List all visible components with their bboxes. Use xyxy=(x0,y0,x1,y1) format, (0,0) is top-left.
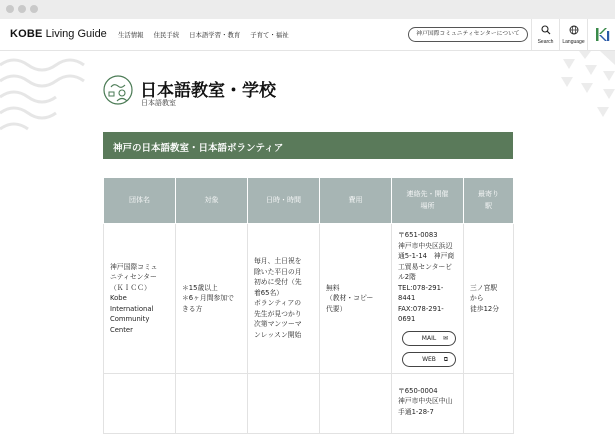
right-triangle-decoration xyxy=(505,51,615,131)
search-button[interactable] xyxy=(531,19,559,51)
web-button[interactable] xyxy=(402,352,456,367)
fee-cell xyxy=(320,373,392,433)
external-link-icon: ⧉ xyxy=(443,355,448,363)
language-label: Language xyxy=(562,39,585,45)
organization-name xyxy=(104,373,176,433)
section-title: 神戸の日本語教室・日本語ボランティア xyxy=(113,143,284,154)
organization-name: 神戸国際コミュ ニティセンター （ＫＩＣＣ） Kobe International Community Center xyxy=(104,224,176,374)
mail-label: MAIL xyxy=(421,334,437,342)
column-header-fee: 費用 xyxy=(320,178,392,224)
nav-item-childcare-welfare[interactable]: 子育て・福祉 xyxy=(250,31,289,39)
left-wave-decoration xyxy=(0,51,110,141)
about-kicc-link[interactable]: 神戸国際コミュニティセンターについて xyxy=(408,27,528,42)
mail-icon: ✉ xyxy=(442,334,448,342)
column-header-station: 最寄り 駅 xyxy=(464,178,514,224)
nav-item-procedures[interactable]: 住民手続 xyxy=(153,31,180,39)
mail-button[interactable] xyxy=(402,331,456,346)
globe-icon xyxy=(569,25,579,35)
column-header-schedule: 日時・時間 xyxy=(248,178,320,224)
nav-item-life-info[interactable]: 生活情報 xyxy=(118,31,144,39)
page-subtitle: 日本語教室 xyxy=(141,99,176,107)
search-icon xyxy=(541,25,551,35)
kobe-brand-logo[interactable] xyxy=(587,19,615,51)
japanese-class-icon xyxy=(103,75,133,105)
table-header-row xyxy=(104,178,514,224)
site-header xyxy=(0,19,615,51)
window-minimize-dot[interactable] xyxy=(18,5,26,13)
web-label: WEB xyxy=(422,355,436,363)
window-close-dot[interactable] xyxy=(6,5,14,13)
schedule-cell: 毎月、土日祝を 除いた平日の月 初めに受付（先 着65名） ボランティアの 先生が見つかり 次第マンツーマ ンレッスン開始 xyxy=(248,224,320,374)
site-logo[interactable]: KOBE Living Guide xyxy=(10,28,107,40)
target-cell: ＊15歳以上 ＊6ヶ月間参加で きる方 xyxy=(176,224,248,374)
kobe-logo-icon xyxy=(588,19,615,51)
main-nav xyxy=(118,30,289,39)
column-header-organization: 団体名 xyxy=(104,178,176,224)
contact-cell: 〒650-0004 神戸市中央区中山 手通1-28-7 xyxy=(392,373,464,433)
section-header xyxy=(103,132,513,159)
page xyxy=(0,19,615,435)
station-cell: 三ノ宮駅 から 徒歩12分 xyxy=(464,224,514,374)
contact-address: 〒651-0083 神戸市中央区浜辺 通5-1-14 神戸商 工貿易センタービ ル2階 TEL:078-291- 8441 FAX:078-291- 0691 xyxy=(398,231,455,324)
target-cell xyxy=(176,373,248,433)
window-maximize-dot[interactable] xyxy=(30,5,38,13)
fee-cell: 無料 （教材・コピー 代要） xyxy=(320,224,392,374)
language-button[interactable] xyxy=(559,19,587,51)
contact-cell xyxy=(392,224,464,374)
page-title: 日本語教室・学校 xyxy=(140,81,276,101)
table-row xyxy=(104,373,514,433)
schedule-cell xyxy=(248,373,320,433)
nav-item-japanese-learning[interactable]: 日本語学習・教育 xyxy=(189,31,241,39)
browser-chrome xyxy=(0,0,615,19)
search-label: Search xyxy=(537,39,554,45)
station-cell xyxy=(464,373,514,433)
japanese-class-table xyxy=(103,177,514,434)
table-row xyxy=(104,224,514,374)
column-header-contact: 連絡先・開催 場所 xyxy=(392,178,464,224)
column-header-target: 対象 xyxy=(176,178,248,224)
